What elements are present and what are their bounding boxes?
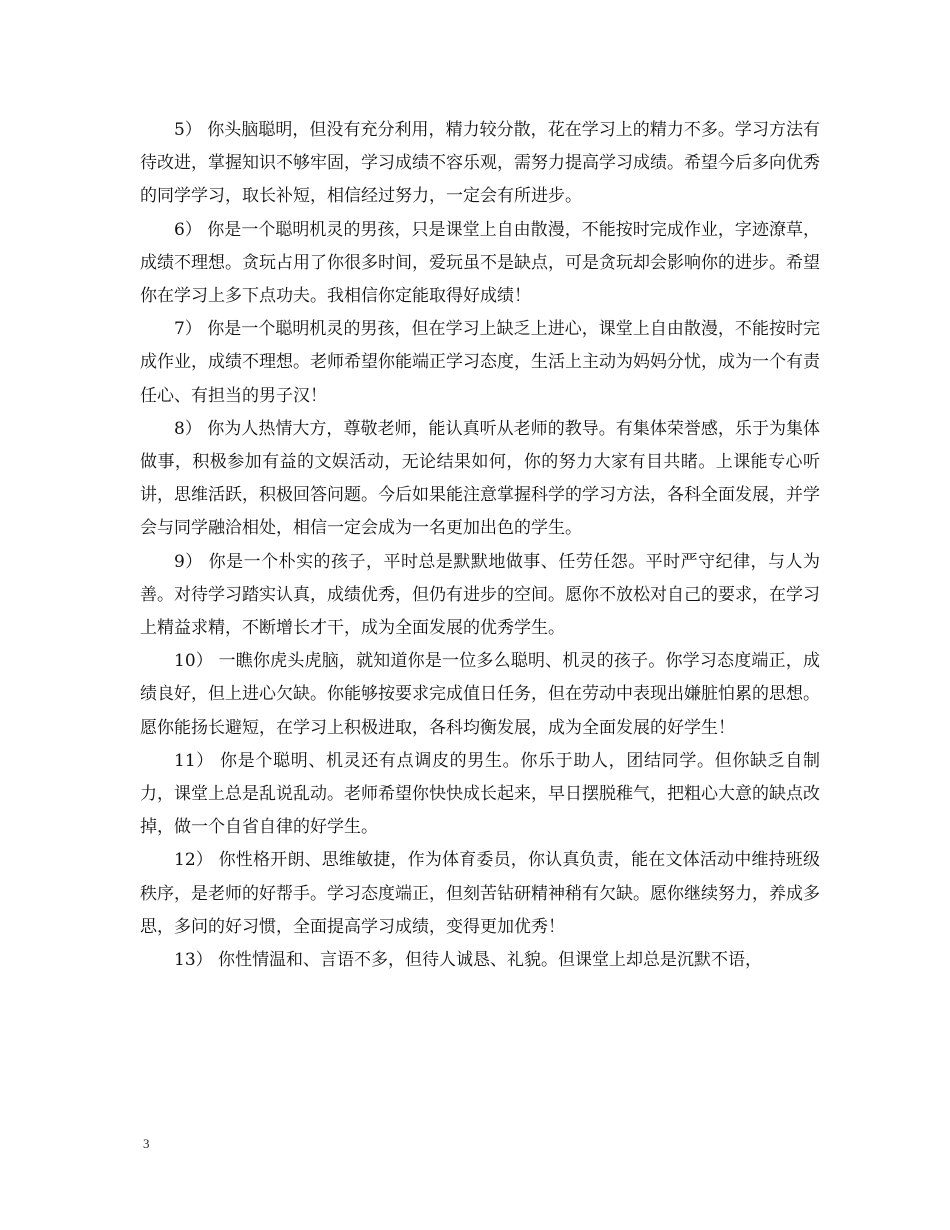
paragraph-9: 9） 你是一个朴实的孩子，平时总是默默地做事、任劳任怨。平时严守纪律，与人为善。对待学习踏实认真，成绩优秀，但仍有进步的空间。愿你不放松对自己的要求，在学习上精益求精，不断增长才干，成为全面发展的优秀学生。 xyxy=(140,551,820,639)
paragraph-11: 11） 你是个聪明、机灵还有点调皮的男生。你乐于助人，团结同学。但你缺乏自制力，课堂上总是乱说乱动。老师希望你快快成长起来，早日摆脱稚气，把粗心大意的缺点改掉，做一个自省自律的好学生。 xyxy=(140,750,820,838)
paragraph-12: 12） 你性格开朗、思维敏捷，作为体育委员，你认真负责，能在文体活动中维持班级秩序，是老师的好帮手。学习态度端正，但刻苦钻研精神稍有欠缺。愿你继续努力，养成多思，多问的好习惯，全面提高学习成绩，变得更加优秀！ xyxy=(140,850,820,937)
paragraph-8: 8） 你为人热情大方，尊敬老师，能认真听从老师的教导。有集体荣誉感，乐于为集体做事，积极参加有益的文娱活动，无论结果如何，你的努力大家有目共睹。上课能专心听讲，思维活跃，积极回答问题。今后如果能注意掌握科学的学习方法，各科全面发展，并学会与同学融洽相处，相信一定会成为一名更加出色的学生。 xyxy=(140,418,820,539)
paragraph-7: 7） 你是一个聪明机灵的男孩，但在学习上缺乏上进心，课堂上自由散漫，不能按时完成作业，成绩不理想。老师希望你能端正学习态度，生活上主动为妈妈分忧，成为一个有责任心、有担当的男子汉！ xyxy=(140,319,820,406)
paragraph-5: 5） 你头脑聪明，但没有充分利用，精力较分散，花在学习上的精力不多。学习方法有待改进，掌握知识不够牢固，学习成绩不容乐观，需努力提高学习成绩。希望今后多向优秀的同学学习，取长补短，相信经过努力，一定会有所进步。 xyxy=(140,120,820,207)
page-number: 3 xyxy=(143,1136,150,1151)
paragraph-13: 13） 你性情温和、言语不多，但待人诚恳、礼貌。但课堂上却总是沉默不语， xyxy=(174,950,763,971)
paragraph-6: 6） 你是一个聪明机灵的男孩，只是课堂上自由散漫，不能按时完成作业，字迹潦草，成绩不理想。贪玩占用了你很多时间，爱玩虽不是缺点，可是贪玩却会影响你的进步。希望你在学习上多下点功夫。我相信你定能取得好成绩！ xyxy=(140,219,820,307)
document-body xyxy=(140,114,820,977)
paragraph-10: 10） 一瞧你虎头虎脑，就知道你是一位多么聪明、机灵的孩子。你学习态度端正，成绩良好，但上进心欠缺。你能够按要求完成值日任务，但在劳动中表现出嫌脏怕累的思想。愿你能扬长避短，在学习上积极进取，各科均衡发展，成为全面发展的好学生！ xyxy=(140,651,820,738)
